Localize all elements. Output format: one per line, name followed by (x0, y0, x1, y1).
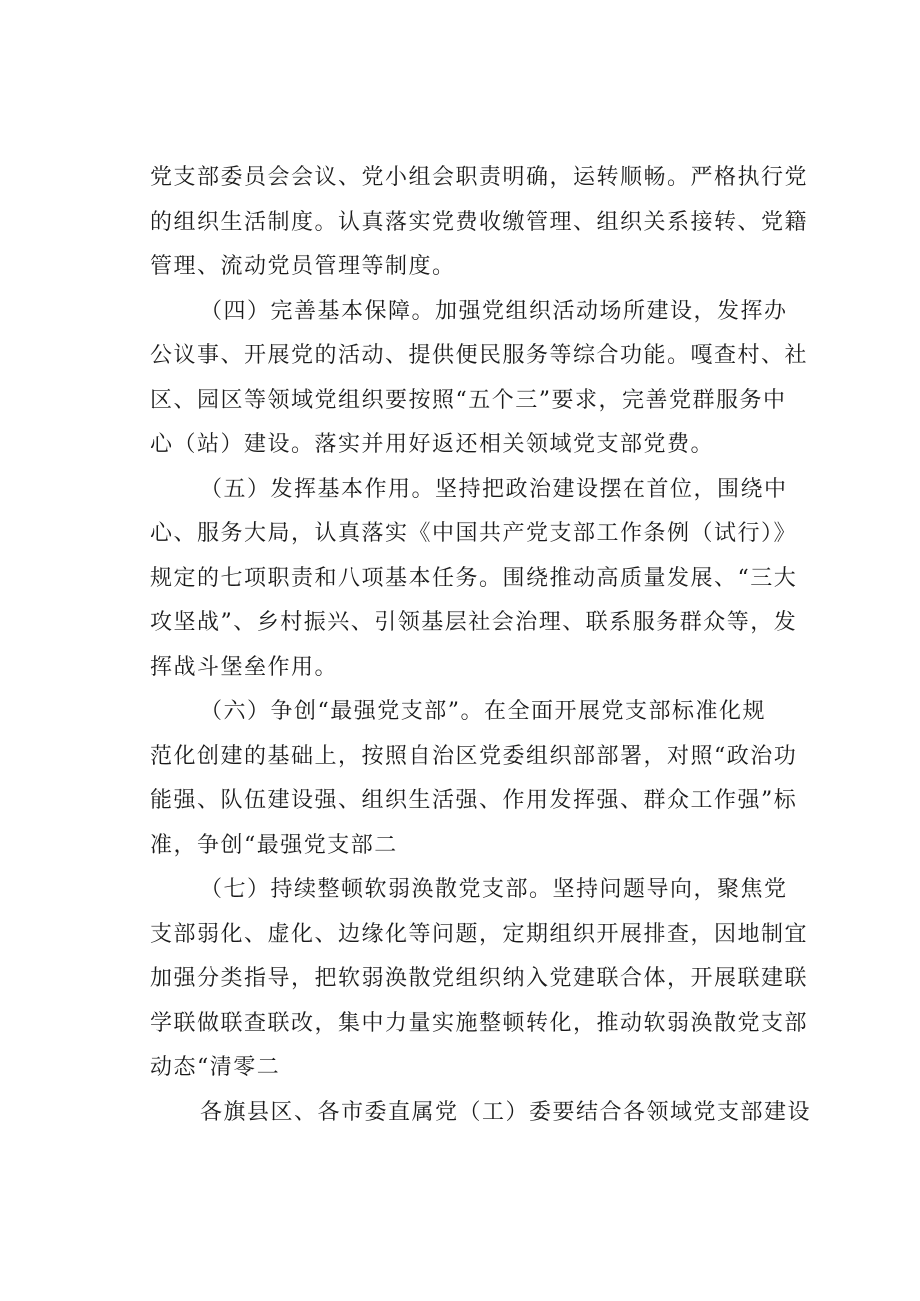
section-heading-line: （五）发挥基本作用。坚持把政治建设摆在首位，围绕中 (200, 476, 788, 502)
text-line: 攻坚战”、乡村振兴、引领基层社会治理、联系服务群众等，发 (150, 610, 798, 635)
text-line: 管理、流动党员管理等制度。 (150, 254, 456, 279)
text-line: 的组织生活制度。认真落实党费收缴管理、组织关系接转、党籍 (150, 209, 809, 235)
text-line: 挥战斗堡垒作用。 (150, 654, 339, 680)
text-line: 区、园区等领域党组织要按照“五个三”要求，完善党群服务中 (150, 387, 787, 413)
text-line: 心、服务大局，认真落实《中国共产党支部工作条例（试行）》 (150, 521, 798, 546)
paragraph-start-line: 各旗县区、各市委直属党（工）委要结合各领域党支部建设 (200, 1099, 812, 1125)
section-heading-line: （六）争创“最强党支部”。在全面开展党支部标准化规 (200, 699, 766, 724)
text-line: 党支部委员会会议、党小组会职责明确，运转顺畅。严格执行党 (150, 165, 809, 190)
section-heading-line: （四）完善基本保障。加强党组织活动场所建设，发挥办 (200, 298, 788, 324)
text-line: 加强分类指导，把软弱涣散党组织纳入党建联合体，开展联建联 (150, 966, 809, 991)
section-heading-line: （七）持续整顿软弱涣散党支部。坚持问题导向，聚焦党 (200, 877, 788, 902)
document-body (150, 156, 812, 1135)
text-line: 学联做联查联改，集中力量实施整顿转化，推动软弱涣散党支部 (150, 1010, 809, 1036)
text-line: 公议事、开展党的活动、提供便民服务等综合功能。嘎查村、社 (150, 343, 809, 368)
text-line: 心（站）建设。落实并用好返还相关领域党支部党费。 (150, 432, 715, 457)
text-line: 能强、队伍建设强、组织生活强、作用发挥强、群众工作强”标 (150, 788, 798, 813)
text-line: 准，争创“最强党支部二 (150, 832, 398, 858)
text-line: 规定的七项职责和八项基本任务。围绕推动高质量发展、“三大 (150, 565, 798, 591)
text-line: 支部弱化、虚化、边缘化等问题，定期组织开展排查，因地制宜 (150, 921, 809, 947)
text-line: 范化创建的基础上，按照自治区党委组织部部署，对照“政治功 (150, 743, 798, 769)
text-line: 动态“清零二 (150, 1055, 281, 1080)
